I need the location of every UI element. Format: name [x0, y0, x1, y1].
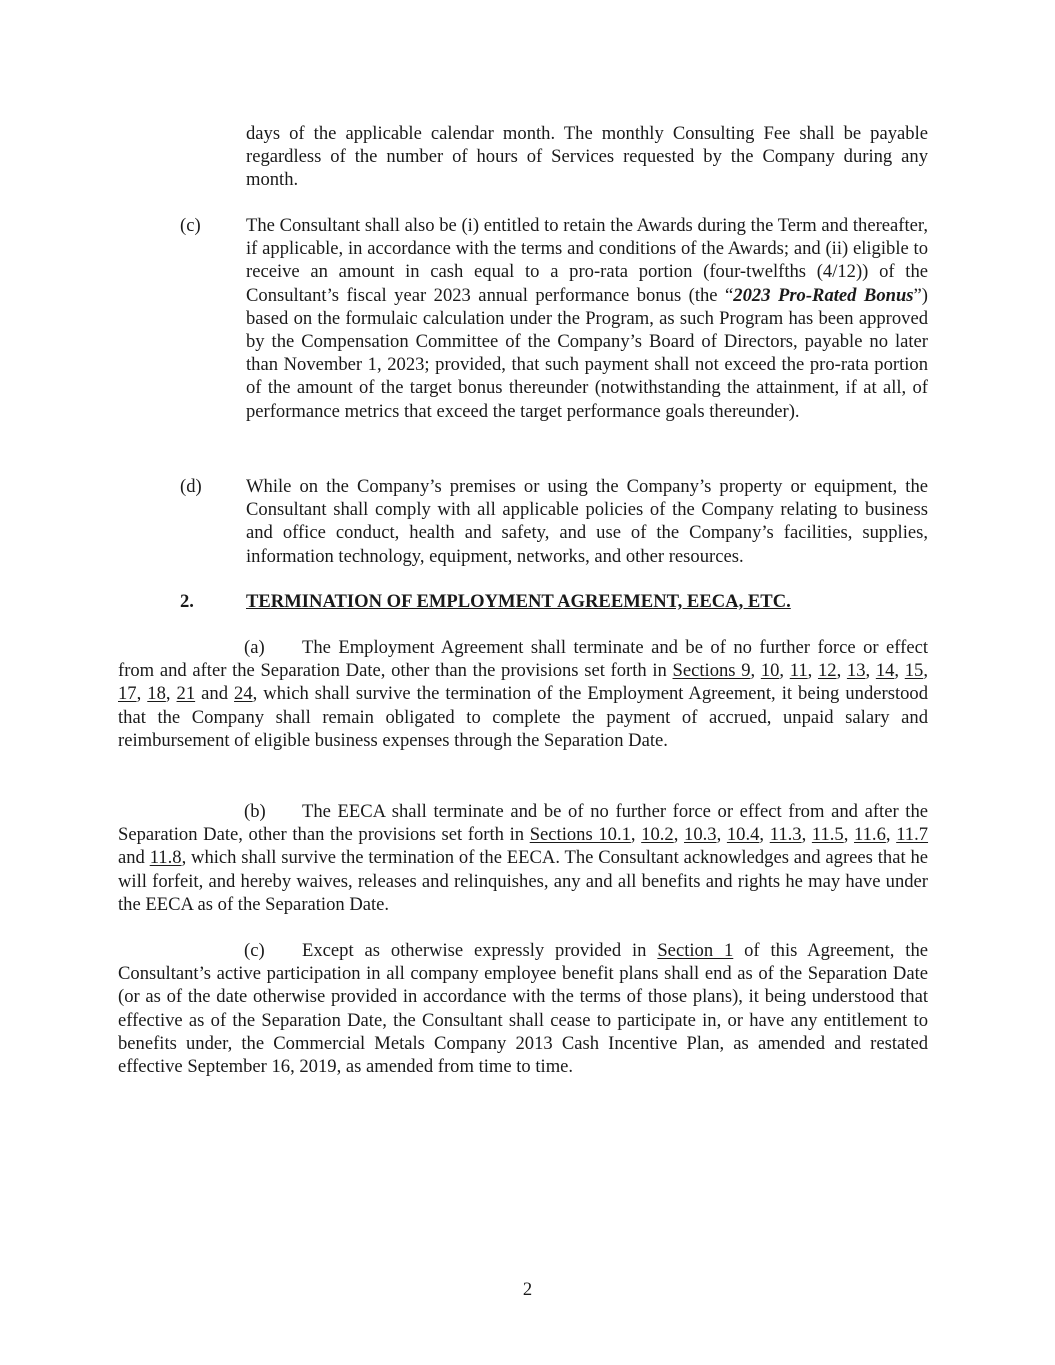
- para-a-label: (a): [244, 637, 265, 658]
- ref-section-18: 18: [147, 683, 166, 705]
- ref-section-12: 12: [817, 660, 837, 682]
- section-2-number: 2.: [180, 591, 194, 612]
- ref-section-9: Sections 9: [672, 660, 751, 682]
- ref-section-10-3: 10.3: [684, 824, 717, 846]
- page-number: 2: [522, 1279, 533, 1300]
- item-d-label: (d): [180, 476, 202, 497]
- para-c-label: (c): [244, 940, 265, 961]
- ref-section-13: 13: [846, 660, 866, 682]
- section-2-title: TERMINATION OF EMPLOYMENT AGREEMENT, EECA, ETC.: [246, 591, 791, 612]
- ref-section-11-8: 11.8: [149, 847, 182, 869]
- section2-para-a: (a) The Employment Agreement shall terminate and be of no further force or effect from and after the Separation Date, other than the provisions set forth in Sections 9, 10, 11, 12, 13, 14, 15, 17, 18, 21 and 24, which shall survive the termination of the Employment Agreement, it being understood that the Company shall remain obligated to complete the payment of accrued, unpaid salary and reimbursement of eligible business expenses through the Separation Date.: [118, 637, 929, 751]
- continued-paragraph: days of the applicable calendar month. The monthly Consulting Fee shall be payable regardless of the number of hours of Services requested by the Company during any month.: [246, 123, 928, 191]
- ref-section-11: 11: [789, 660, 808, 682]
- ref-section-10-1: Sections 10.1: [529, 824, 631, 846]
- ref-section-17: 17: [118, 683, 137, 705]
- ref-section-10-2: 10.2: [641, 824, 674, 846]
- ref-section-24: 24: [234, 683, 253, 705]
- ref-section-10: 10: [760, 660, 780, 682]
- section2-para-b: (b) The EECA shall terminate and be of no further force or effect from and after the Separation Date, other than the provisions set forth in Sections 10.1, 10.2, 10.3, 10.4, 11.3, 11.5, 11.6, 11.7 and 11.8, which shall survive the termination of the EECA. The Consultant acknowledges and agrees that he will forfeit, and hereby waives, releases and relinquishes, any and all benefits and rights he may have under the EECA as of the Separation Date.: [118, 801, 929, 915]
- item-c-text: The Consultant shall also be (i) entitled to retain the Awards during the Term and thereafter, if applicable, in accordance with the terms and conditions of the Awards; and (ii) eligible to receive an amount in cash equal to a pro-rata portion (four-twelfths (4/12)) of the Consultant’s fiscal year 2023 annual performance bonus (the “2023 Pro-Rated Bonus”) based on the formulaic calculation under the Program, as such Program has been approved by the Compensation Committee of the Company’s Board of Directors, payable no later than November 1, 2023; provided, that such payment shall not exceed the pro-rata portion of the amount of the target bonus thereunder (notwithstanding the attainment, if at all, of performance metrics that exceed the target performance goals thereunder).: [246, 215, 928, 422]
- ref-section-11-7: 11.7: [896, 824, 929, 846]
- ref-section-11-6: 11.6: [854, 824, 886, 846]
- ref-section-21: 21: [176, 683, 196, 705]
- ref-section-11-5: 11.5: [811, 824, 844, 846]
- ref-section-10-4: 10.4: [726, 824, 760, 846]
- item-d-text: While on the Company’s premises or using the Company’s property or equipment, the Consultant shall comply with all applicable policies of the Company relating to business and office conduct, health and safety, and use of the Company’s facilities, supplies, information technology, equipment, networks, and other resources.: [246, 476, 928, 567]
- para-b-label: (b): [244, 801, 266, 822]
- ref-section-14: 14: [875, 660, 895, 682]
- section2-para-c: (c) Except as otherwise expressly provided in Section 1 of this Agreement, the Consultant’s active participation in all company employee benefit plans shall end as of the Separation Date (or as of the date otherwise provided in accordance with the terms of those plans), it being understood that effective as of the Separation Date, the Consultant shall cease to participate in, or have any entitlement to benefits under, the Commercial Metals Company 2013 Cash Incentive Plan, as amended and restated effective September 16, 2019, as amended from time to time.: [118, 940, 929, 1078]
- defined-term-2023-pro-rated-bonus: 2023 Pro-Rated Bonus: [733, 284, 914, 306]
- ref-section-11-3: 11.3: [769, 824, 802, 846]
- ref-section-1: Section 1: [657, 940, 734, 961]
- item-c-label: (c): [180, 215, 201, 236]
- ref-section-15: 15: [904, 660, 924, 682]
